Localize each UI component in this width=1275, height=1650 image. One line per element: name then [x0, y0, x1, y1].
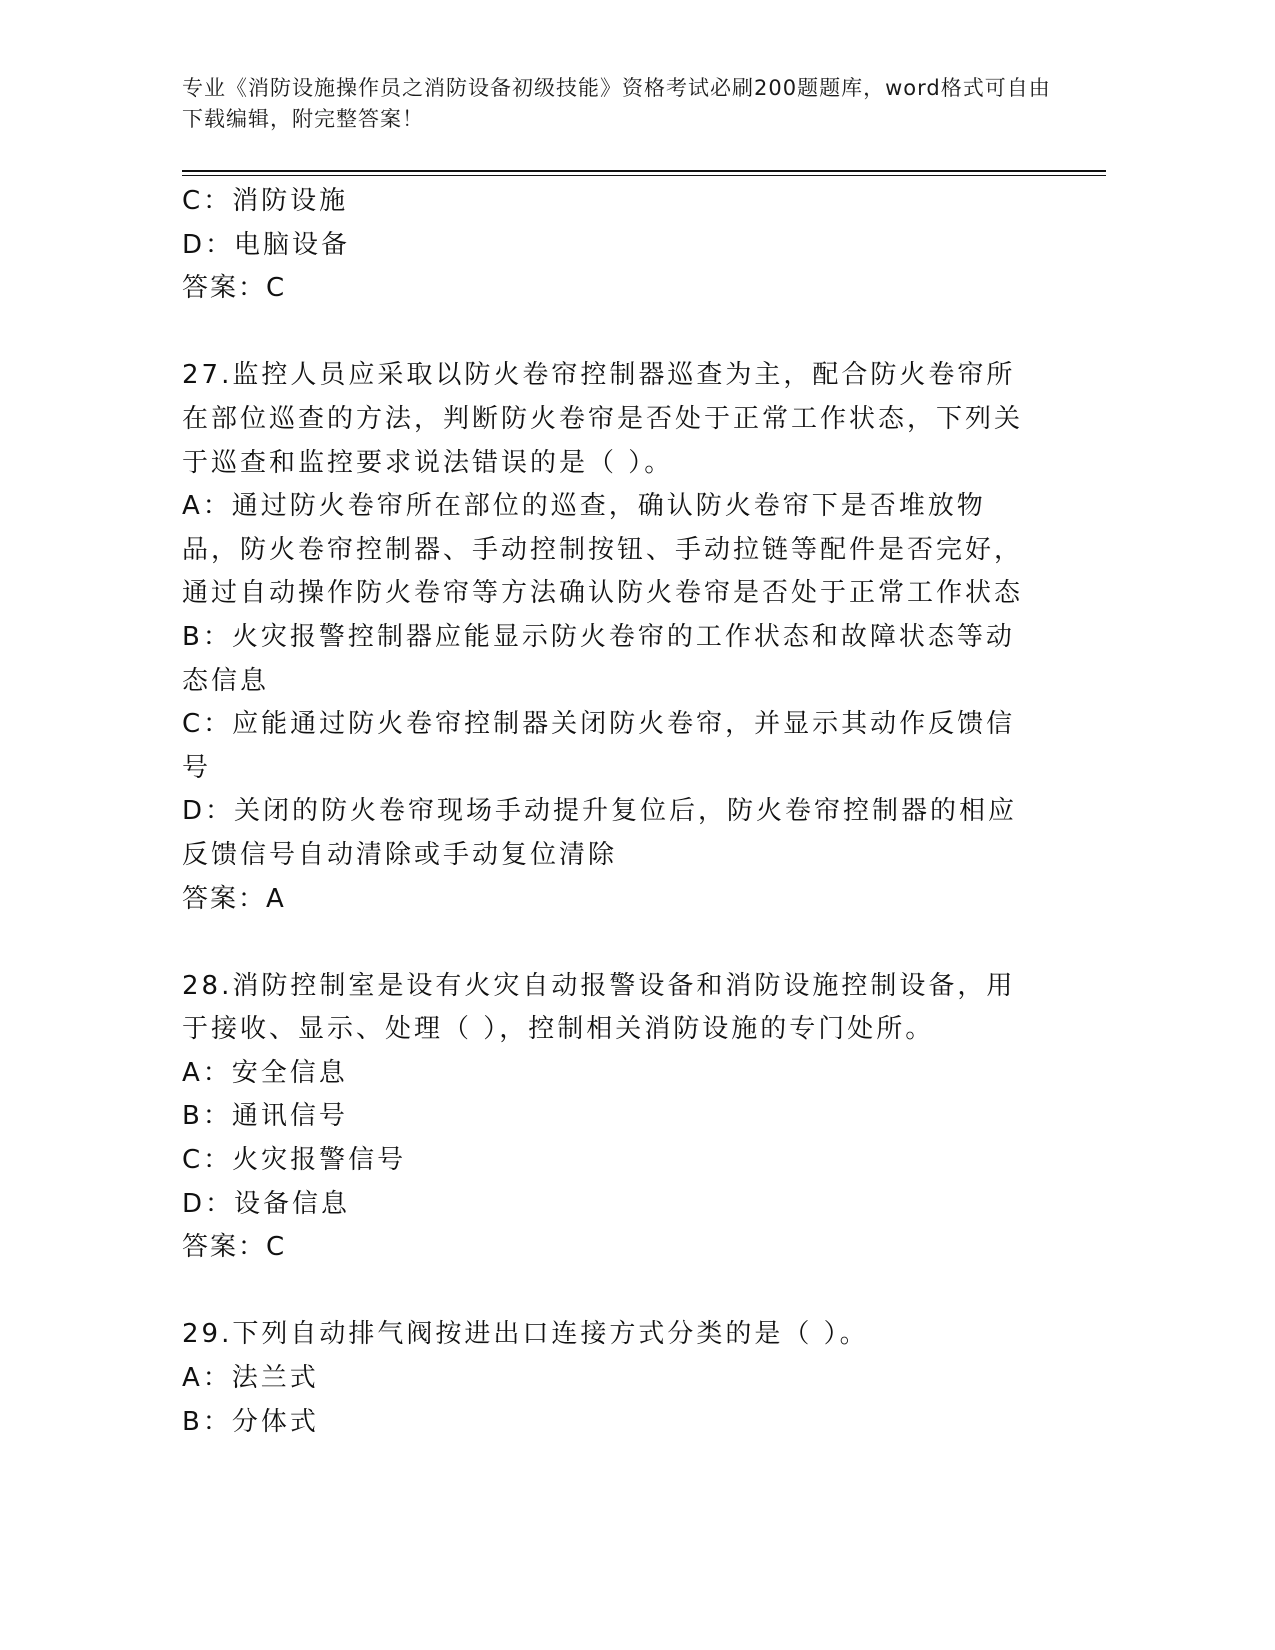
question-29 — [182, 1313, 1042, 1444]
header-divider-thin — [182, 175, 1106, 176]
question-stem: 27.监控人员应采取以防火卷帘控制器巡查为主，配合防火卷帘所在部位巡查的方法，判断防火卷帘是否处于正常工作状态，下列关于巡查和监控要求说法错误的是（ ）。 — [182, 360, 1024, 478]
option-a: A：安全信息 — [182, 1057, 348, 1088]
option-c: C：消防设施 — [182, 186, 349, 216]
page-header — [182, 73, 1062, 135]
spacer — [182, 311, 1042, 355]
answer: 答案：C — [182, 1232, 287, 1263]
answer: 答案：A — [182, 883, 286, 914]
answer: 答案：C — [182, 273, 287, 304]
question-stem: 28.消防控制室是设有火灾自动报警设备和消防设施控制设备，用于接收、显示、处理（ ），控制相关消防设施的专门处所。 — [182, 970, 1016, 1045]
option-a: A：法兰式 — [182, 1363, 319, 1394]
option-c: C：火灾报警信号 — [182, 1145, 407, 1176]
option-b: B：通讯信号 — [182, 1101, 348, 1132]
option-b: B：分体式 — [182, 1406, 319, 1437]
document-body — [182, 180, 1042, 1444]
option-a: A：通过防火卷帘所在部位的巡查，确认防火卷帘下是否堆放物品，防火卷帘控制器、手动控制按钮、手动拉链等配件是否完好，通过自动操作防火卷帘等方法确认防火卷帘是否处于正常工作状态 — [182, 491, 1024, 609]
option-d: D：电脑设备 — [182, 229, 351, 260]
question-stem: 29.下列自动排气阀按进出口连接方式分类的是（ ）。 — [182, 1319, 869, 1350]
header-divider — [182, 170, 1106, 172]
option-b: B：火灾报警控制器应能显示防火卷帘的工作状态和故障状态等动态信息 — [182, 621, 1015, 696]
question-28 — [182, 965, 1042, 1270]
option-c: C：应能通过防火卷帘控制器关闭防火卷帘，并显示其动作反馈信号 — [182, 709, 1016, 783]
option-d: D：设备信息 — [182, 1188, 351, 1219]
header-text: 专业《消防设施操作员之消防设备初级技能》资格考试必刷200题题库，word格式可自由下载编辑，附完整答案！ — [182, 76, 1051, 131]
spacer — [182, 921, 1042, 965]
option-d: D：关闭的防火卷帘现场手动提升复位后，防火卷帘控制器的相应反馈信号自动清除或手动复位清除 — [182, 796, 1018, 870]
spacer — [182, 1270, 1042, 1314]
question-27 — [182, 354, 1042, 921]
carryover-question — [182, 180, 1042, 311]
